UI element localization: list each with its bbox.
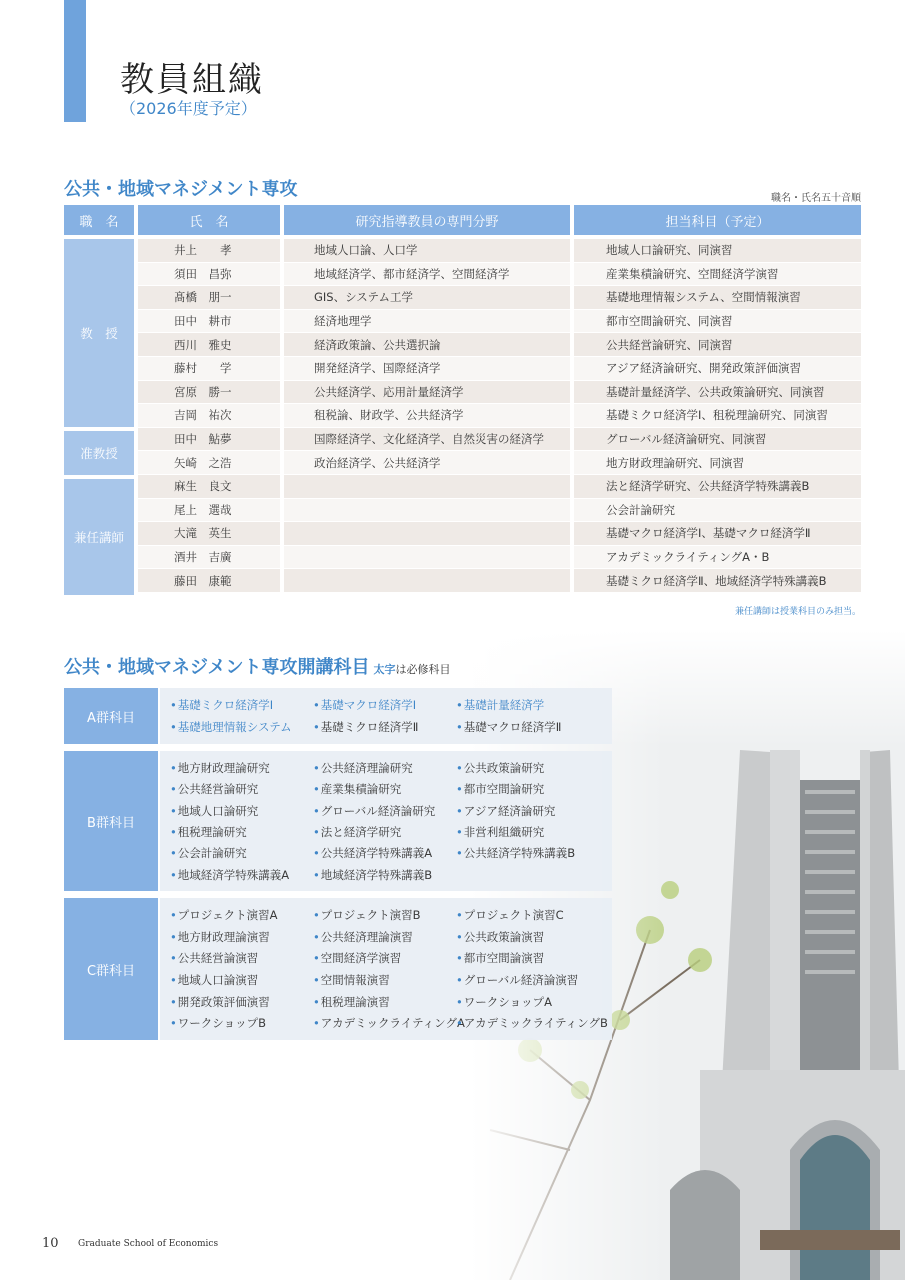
table-row <box>64 333 861 357</box>
research-field <box>284 357 570 381</box>
course-group-label: A群科目 <box>64 688 158 744</box>
table-row <box>64 569 861 593</box>
research-field <box>284 239 570 263</box>
faculty-table <box>64 205 861 593</box>
faculty-table-header <box>64 205 861 235</box>
assigned-courses <box>574 286 861 310</box>
course-group-label: B群科目 <box>64 751 158 891</box>
required-note-bold: 太字 <box>373 663 396 676</box>
research-field-text: 公共経済学、応用計量経済学 <box>314 384 464 399</box>
course-list <box>160 688 612 744</box>
faculty-name <box>138 522 280 546</box>
research-field <box>284 286 570 310</box>
courses-section-title <box>64 653 450 679</box>
assigned-courses-text: 基礎地理情報システム、空間情報演習 <box>606 290 801 305</box>
footer-school-name: Graduate School of Economics <box>78 1239 219 1249</box>
faculty-name-text: 西川 雅史 <box>174 337 232 352</box>
course-item: • プロジェクト演習A <box>170 906 313 926</box>
research-field <box>284 381 570 405</box>
faculty-name-text: 酒井 吉廣 <box>174 550 232 565</box>
course-item: • アジア経済論研究 <box>456 802 606 821</box>
assigned-courses-text: 法と経済学研究、公共経済学特殊講義B <box>606 479 810 494</box>
assigned-courses <box>574 263 861 287</box>
assigned-courses-text: 公共経営論研究、同演習 <box>606 337 733 352</box>
faculty-name <box>138 428 280 452</box>
research-field-text: 開発経済学、国際経済学 <box>314 361 441 376</box>
assigned-courses <box>574 310 861 334</box>
assigned-courses <box>574 357 861 381</box>
course-item: • 公共経済理論演習 <box>313 928 456 948</box>
required-note-rest: は必修科目 <box>395 663 451 676</box>
assigned-courses-text: 公会計論研究 <box>606 502 675 517</box>
course-item: • 空間情報演習 <box>313 971 456 991</box>
course-item: • 公共政策論演習 <box>456 928 606 948</box>
page-number: 10 <box>42 1236 59 1251</box>
course-item: • 産業集積論研究 <box>313 780 456 799</box>
course-item: • 地方財政理論研究 <box>170 759 313 778</box>
research-field-text: 地域経済学、都市経済学、空間経済学 <box>314 266 510 281</box>
rank-associate-professor: 准教授 <box>64 431 134 475</box>
course-item: • ワークショップB <box>170 1014 313 1034</box>
assigned-courses <box>574 451 861 475</box>
assigned-courses-text: アカデミックライティングA・B <box>606 550 770 565</box>
course-list <box>160 898 612 1040</box>
research-field <box>284 263 570 287</box>
research-field <box>284 569 570 593</box>
faculty-name-text: 田中 耕市 <box>174 314 232 329</box>
course-group <box>64 751 612 891</box>
research-field-text: 租税論、財政学、公共経済学 <box>314 408 464 423</box>
research-field <box>284 522 570 546</box>
research-field-text: 国際経済学、文化経済学、自然災害の経済学 <box>314 432 544 447</box>
faculty-name <box>138 569 280 593</box>
course-group <box>64 688 612 744</box>
table-row <box>64 239 861 263</box>
assigned-courses-text: 基礎マクロ経済学Ⅰ、基礎マクロ経済学Ⅱ <box>606 526 811 541</box>
research-field-text: 政治経済学、公共経済学 <box>314 455 441 470</box>
faculty-name <box>138 263 280 287</box>
research-field-text: GIS、システム工学 <box>314 290 413 305</box>
course-item: • 基礎計量経済学 <box>456 696 606 716</box>
rank-adjunct-lecturer: 兼任講師 <box>64 479 134 595</box>
research-field-text: 地域人口論、人口学 <box>314 243 418 258</box>
course-item: • ワークショップA <box>456 993 606 1013</box>
faculty-name-text: 藤田 康範 <box>174 573 232 588</box>
faculty-name <box>138 239 280 263</box>
decorative-side-bar <box>64 0 86 122</box>
course-item: • アカデミックライティングA <box>313 1014 456 1034</box>
assigned-courses <box>574 381 861 405</box>
faculty-name-text: 藤村 学 <box>174 361 232 376</box>
assigned-courses-text: 産業集積論研究、空間経済学演習 <box>606 266 779 281</box>
rank-professor: 教 授 <box>64 239 134 427</box>
table-row <box>64 404 861 428</box>
assigned-courses <box>574 569 861 593</box>
faculty-name <box>138 475 280 499</box>
faculty-name <box>138 286 280 310</box>
table-row <box>64 451 861 475</box>
course-groups <box>64 688 612 1047</box>
course-item: • アカデミックライティングB <box>456 1014 606 1034</box>
faculty-name <box>138 333 280 357</box>
research-field <box>284 475 570 499</box>
courses-title-text: 公共・地域マネジメント専攻開講科目 <box>64 657 370 678</box>
course-item: • 都市空間論研究 <box>456 780 606 799</box>
table-row <box>64 263 861 287</box>
page-title: 教員組織 <box>120 60 264 100</box>
faculty-name-text: 髙橋 朋一 <box>174 290 232 305</box>
faculty-name-text: 田中 鮎夢 <box>174 432 232 447</box>
table-row <box>64 286 861 310</box>
faculty-name-text: 矢崎 之浩 <box>174 455 232 470</box>
table-row <box>64 381 861 405</box>
course-item: • 都市空間論演習 <box>456 949 606 969</box>
table-row <box>64 499 861 523</box>
header-rank: 職 名 <box>64 205 134 235</box>
course-item: • 地域経済学特殊講義B <box>313 866 456 885</box>
assigned-courses <box>574 333 861 357</box>
required-note <box>373 663 450 676</box>
course-item: • 地方財政理論演習 <box>170 928 313 948</box>
assigned-courses <box>574 239 861 263</box>
faculty-name-text: 大滝 英生 <box>174 526 232 541</box>
header-courses: 担当科目（予定） <box>574 205 861 235</box>
assigned-courses-text: 基礎ミクロ経済学Ⅱ、地域経済学特殊講義B <box>606 573 827 588</box>
course-item: • 公共経営論研究 <box>170 780 313 799</box>
research-field <box>284 333 570 357</box>
research-field <box>284 428 570 452</box>
faculty-name <box>138 310 280 334</box>
research-field-text: 経済地理学 <box>314 314 372 329</box>
assigned-courses-text: グローバル経済論研究、同演習 <box>606 432 767 447</box>
course-item: • 地域人口論演習 <box>170 971 313 991</box>
faculty-name <box>138 404 280 428</box>
assigned-courses <box>574 546 861 570</box>
assigned-courses-text: アジア経済論研究、開発政策評価演習 <box>606 361 802 376</box>
course-group <box>64 898 612 1040</box>
table-row <box>64 522 861 546</box>
course-item: • 公共経済学特殊講義B <box>456 844 606 863</box>
course-item: • 地域経済学特殊講義A <box>170 866 313 885</box>
adjunct-note: 兼任講師は授業科目のみ担当。 <box>734 607 861 617</box>
table-row <box>64 357 861 381</box>
course-item: • 基礎ミクロ経済学Ⅰ <box>170 696 313 716</box>
course-item: • 地域人口論研究 <box>170 802 313 821</box>
assigned-courses-text: 地域人口論研究、同演習 <box>606 243 733 258</box>
course-item: • 空間経済学演習 <box>313 949 456 969</box>
header-name: 氏 名 <box>138 205 280 235</box>
table-row <box>64 428 861 452</box>
course-item: • 公共経済学特殊講義A <box>313 844 456 863</box>
course-group-label: C群科目 <box>64 898 158 1040</box>
faculty-name-text: 吉岡 祐次 <box>174 408 232 423</box>
assigned-courses <box>574 404 861 428</box>
course-item: • 公共経営論演習 <box>170 949 313 969</box>
assigned-courses-text: 都市空間論研究、同演習 <box>606 314 733 329</box>
course-item: • プロジェクト演習C <box>456 906 606 926</box>
course-item: • 開発政策評価演習 <box>170 993 313 1013</box>
research-field <box>284 310 570 334</box>
faculty-name-text: 須田 昌弥 <box>174 266 232 281</box>
research-field <box>284 546 570 570</box>
assigned-courses-text: 地方財政理論研究、同演習 <box>606 455 744 470</box>
course-item: • 租税理論演習 <box>313 993 456 1013</box>
research-field <box>284 499 570 523</box>
course-list <box>160 751 612 891</box>
course-item: • 公共経済理論研究 <box>313 759 456 778</box>
assigned-courses-text: 基礎ミクロ経済学Ⅰ、租税理論研究、同演習 <box>606 408 828 423</box>
table-row <box>64 546 861 570</box>
course-item: • 公会計論研究 <box>170 844 313 863</box>
research-field-text: 経済政策論、公共選択論 <box>314 337 441 352</box>
faculty-name <box>138 451 280 475</box>
faculty-name <box>138 381 280 405</box>
faculty-name <box>138 499 280 523</box>
course-item: • グローバル経済論演習 <box>456 971 606 991</box>
assigned-courses <box>574 522 861 546</box>
course-item: • 法と経済学研究 <box>313 823 456 842</box>
research-field <box>284 451 570 475</box>
faculty-name <box>138 357 280 381</box>
table-row <box>64 310 861 334</box>
course-item: • 基礎地理情報システム <box>170 718 313 738</box>
course-item: • 基礎ミクロ経済学Ⅱ <box>313 718 456 738</box>
course-item: • グローバル経済論研究 <box>313 802 456 821</box>
page-subtitle: （2026年度予定） <box>120 99 257 118</box>
faculty-section-title: 公共・地域マネジメント専攻 <box>64 179 298 200</box>
course-item: • 租税理論研究 <box>170 823 313 842</box>
assigned-courses-text: 基礎計量経済学、公共政策論研究、同演習 <box>606 384 825 399</box>
sort-note: 職名・氏名五十音順 <box>771 193 861 204</box>
faculty-name-text: 宮原 勝一 <box>174 384 232 399</box>
assigned-courses <box>574 475 861 499</box>
assigned-courses <box>574 428 861 452</box>
assigned-courses <box>574 499 861 523</box>
table-row <box>64 475 861 499</box>
faculty-name-text: 井上 孝 <box>174 243 232 258</box>
course-item: • 基礎マクロ経済学Ⅰ <box>313 696 456 716</box>
faculty-name-text: 尾上 選哉 <box>174 502 232 517</box>
course-item: • 公共政策論研究 <box>456 759 606 778</box>
research-field <box>284 404 570 428</box>
header-field: 研究指導教員の専門分野 <box>284 205 570 235</box>
faculty-table-body <box>64 239 861 593</box>
faculty-name <box>138 546 280 570</box>
course-item: • 基礎マクロ経済学Ⅱ <box>456 718 606 738</box>
course-item: • 非営利組織研究 <box>456 823 606 842</box>
course-item: • プロジェクト演習B <box>313 906 456 926</box>
faculty-name-text: 麻生 良文 <box>174 479 232 494</box>
